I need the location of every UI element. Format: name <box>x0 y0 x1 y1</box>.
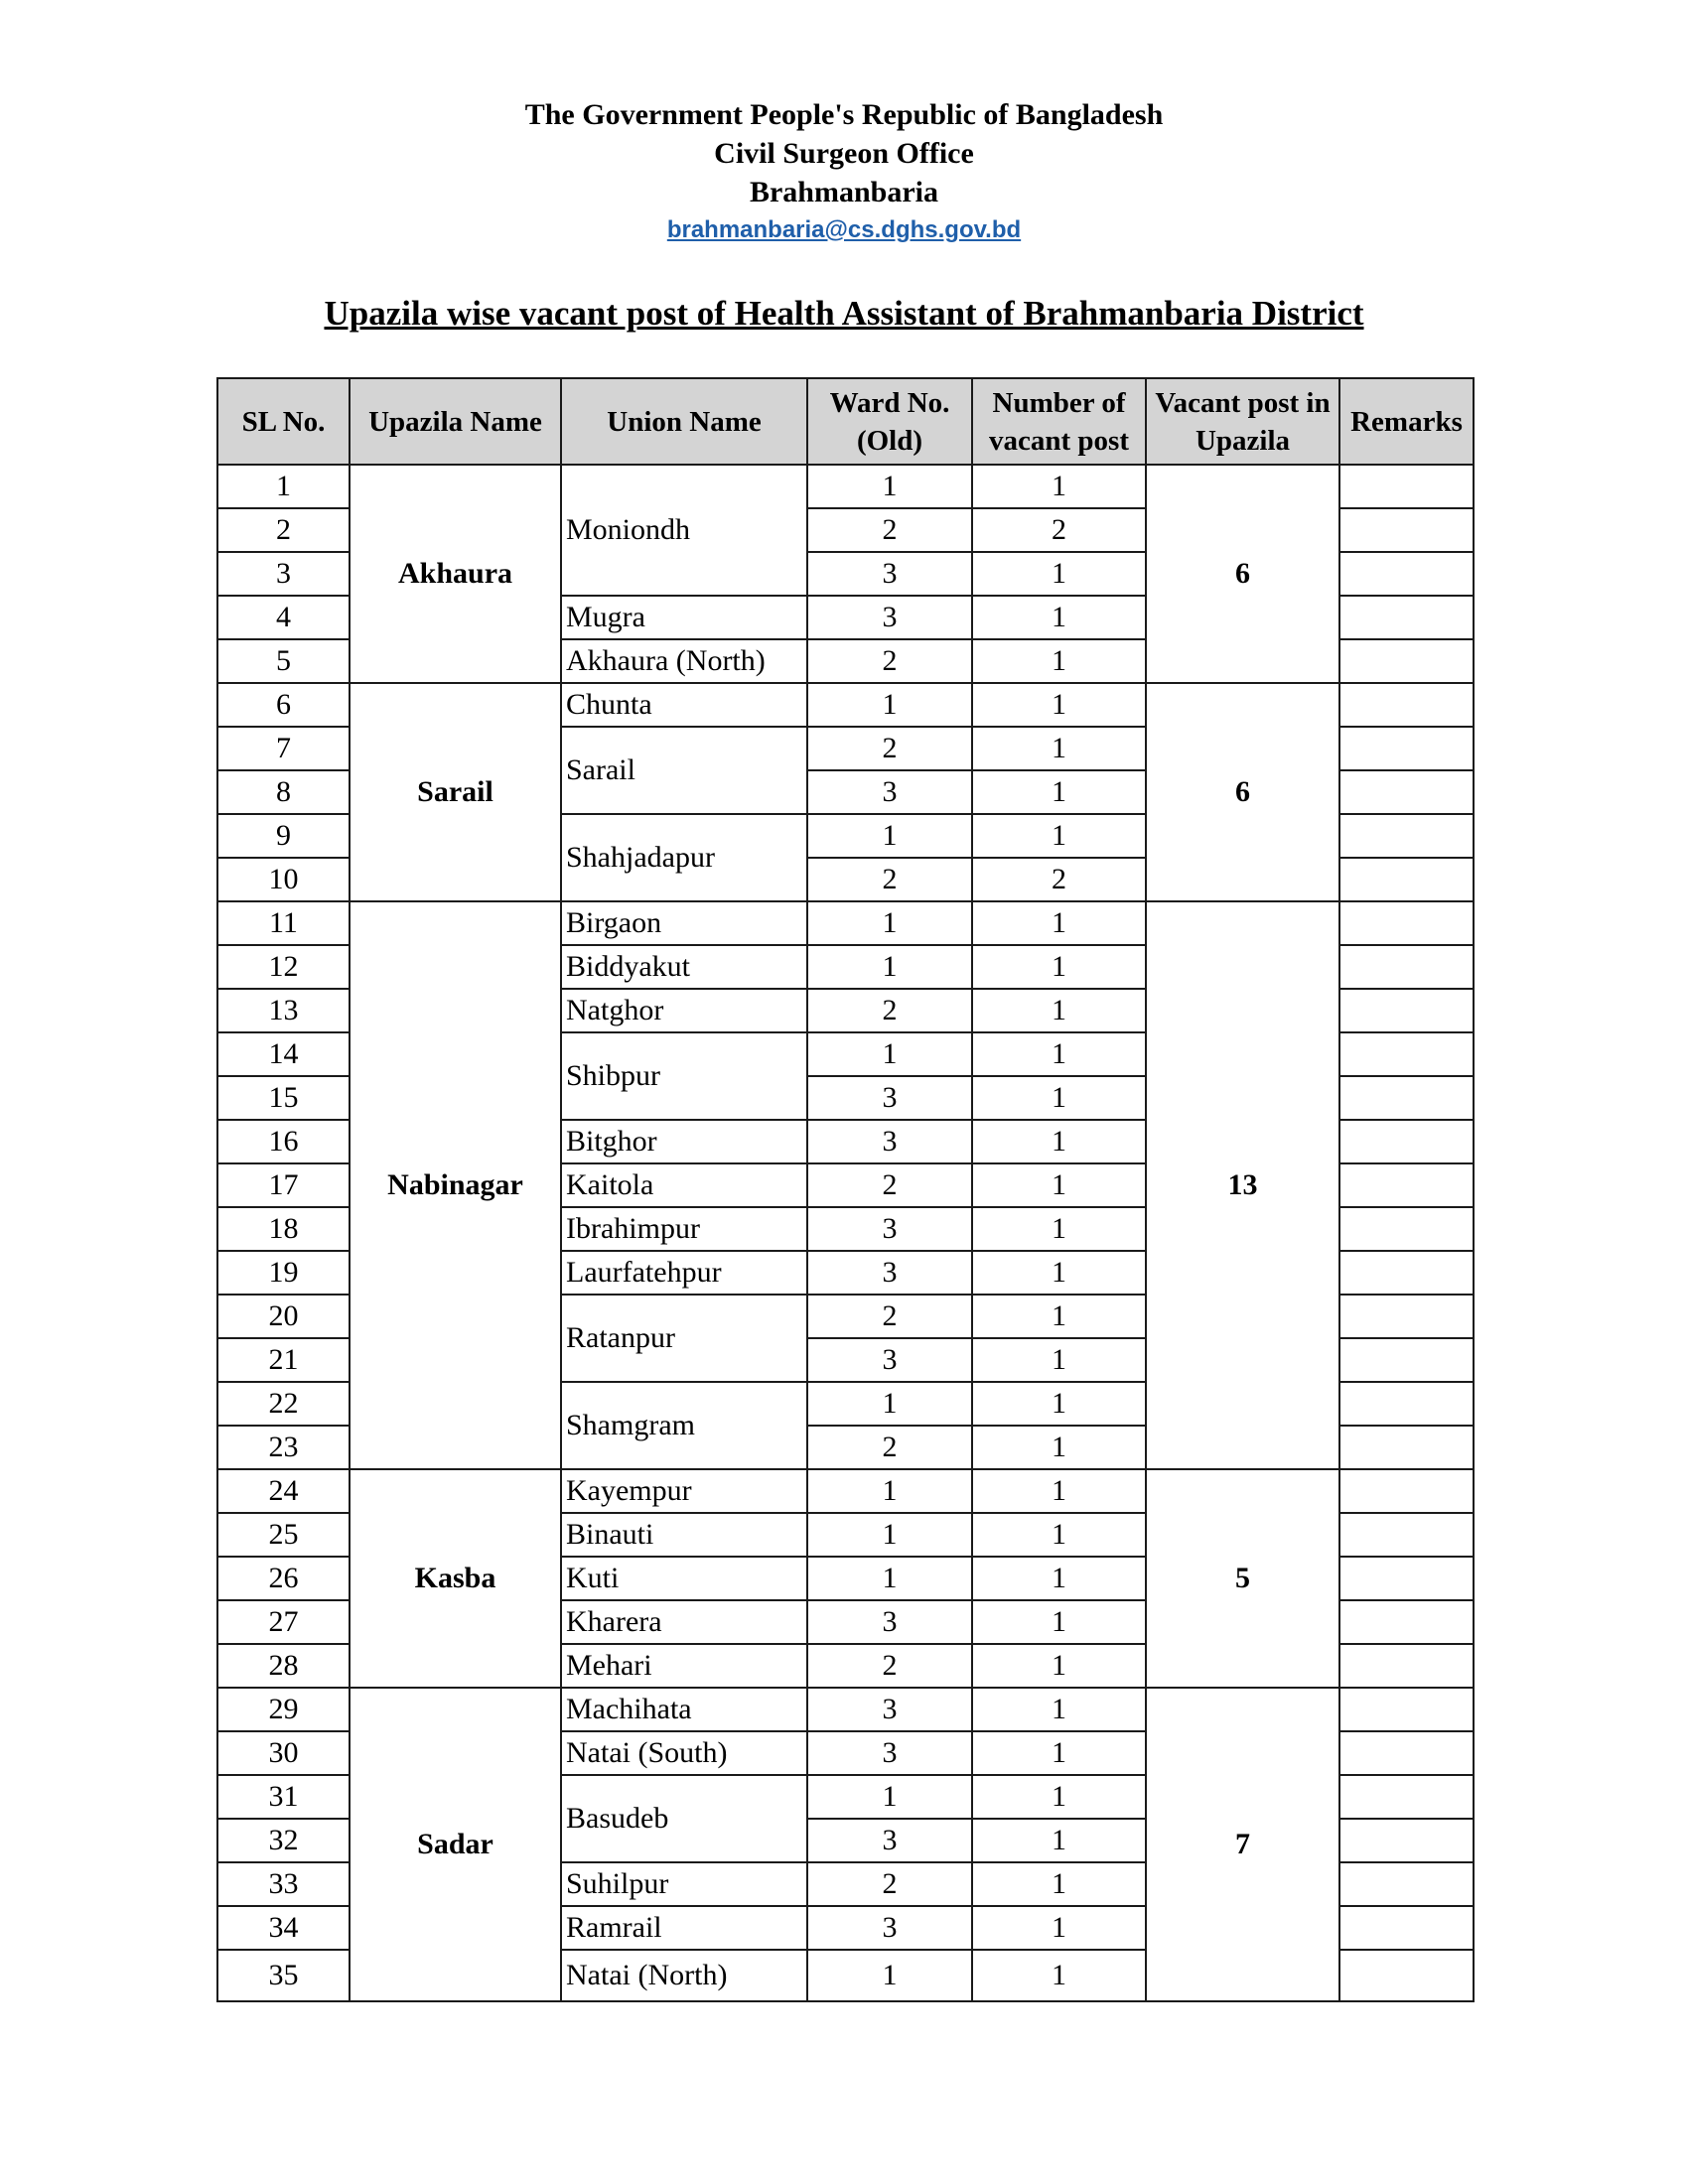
ward-no-cell: 3 <box>807 1338 972 1382</box>
remarks-cell <box>1339 1338 1474 1382</box>
upazila-vacant-total-cell: 6 <box>1146 465 1339 683</box>
remarks-cell <box>1339 1819 1474 1862</box>
upazila-name-cell: Kasba <box>350 1469 561 1688</box>
remarks-cell <box>1339 683 1474 727</box>
sl-no-cell: 20 <box>217 1295 350 1338</box>
vacant-post-count-cell: 1 <box>972 1251 1146 1295</box>
ward-no-cell: 2 <box>807 1862 972 1906</box>
vacant-post-count-cell: 1 <box>972 1207 1146 1251</box>
remarks-cell <box>1339 1469 1474 1513</box>
vacant-post-count-cell: 1 <box>972 552 1146 596</box>
vacant-post-count-cell: 1 <box>972 1163 1146 1207</box>
union-name-cell: Shibpur <box>561 1032 807 1120</box>
government-name: The Government People's Republic of Bangladesh <box>524 98 1164 131</box>
ward-no-cell: 2 <box>807 989 972 1032</box>
sl-no-cell: 15 <box>217 1076 350 1120</box>
upazila-vacant-total-cell: 13 <box>1146 901 1339 1469</box>
email-link[interactable]: brahmanbaria@cs.dghs.gov.bd <box>666 216 1022 243</box>
sl-no-cell: 18 <box>217 1207 350 1251</box>
sl-no-cell: 26 <box>217 1557 350 1600</box>
union-name-cell: Natai (South) <box>561 1731 807 1775</box>
vacant-post-count-cell: 1 <box>972 1600 1146 1644</box>
remarks-cell <box>1339 770 1474 814</box>
column-header-ward-no: Ward No. (Old) <box>807 378 972 465</box>
remarks-cell <box>1339 1906 1474 1950</box>
remarks-cell <box>1339 1382 1474 1426</box>
remarks-cell <box>1339 1557 1474 1600</box>
union-name-cell: Kayempur <box>561 1469 807 1513</box>
ward-no-cell: 1 <box>807 945 972 989</box>
union-name-cell: Suhilpur <box>561 1862 807 1906</box>
sl-no-cell: 2 <box>217 508 350 552</box>
vacant-post-count-cell: 1 <box>972 1426 1146 1469</box>
union-name-cell: Shamgram <box>561 1382 807 1469</box>
sl-no-cell: 35 <box>217 1950 350 2001</box>
union-name-cell: Natai (North) <box>561 1950 807 2001</box>
vacant-post-count-cell: 1 <box>972 1295 1146 1338</box>
ward-no-cell: 1 <box>807 465 972 508</box>
union-name-cell: Moniondh <box>561 465 807 596</box>
remarks-cell <box>1339 1862 1474 1906</box>
table-row <box>217 901 1474 945</box>
union-name-cell: Birgaon <box>561 901 807 945</box>
ward-no-cell: 1 <box>807 683 972 727</box>
table-row <box>217 465 1474 508</box>
union-name-cell: Mehari <box>561 1644 807 1688</box>
remarks-cell <box>1339 596 1474 639</box>
vacant-post-count-cell: 1 <box>972 1557 1146 1600</box>
union-name-cell: Kaitola <box>561 1163 807 1207</box>
vacant-post-count-cell: 1 <box>972 1688 1146 1731</box>
ward-no-cell: 2 <box>807 1163 972 1207</box>
sl-no-cell: 28 <box>217 1644 350 1688</box>
vacant-post-count-cell: 1 <box>972 1950 1146 2001</box>
sl-no-cell: 23 <box>217 1426 350 1469</box>
table-body <box>217 465 1474 2001</box>
remarks-cell <box>1339 1207 1474 1251</box>
document-title: Upazila wise vacant post of Health Assistant of Brahmanbaria District <box>324 294 1364 333</box>
remarks-cell <box>1339 1775 1474 1819</box>
remarks-cell <box>1339 901 1474 945</box>
column-header-union-name: Union Name <box>561 378 807 465</box>
ward-no-cell: 2 <box>807 639 972 683</box>
vacant-post-count-cell: 1 <box>972 1819 1146 1862</box>
vacant-post-count-cell: 1 <box>972 596 1146 639</box>
column-header-sl-no: SL No. <box>217 378 350 465</box>
union-name-cell: Mugra <box>561 596 807 639</box>
sl-no-cell: 5 <box>217 639 350 683</box>
table-row <box>217 1688 1474 1731</box>
ward-no-cell: 2 <box>807 1295 972 1338</box>
union-name-cell: Ratanpur <box>561 1295 807 1382</box>
vacant-post-count-cell: 2 <box>972 858 1146 901</box>
document-header <box>0 95 1688 249</box>
ward-no-cell: 3 <box>807 1819 972 1862</box>
sl-no-cell: 29 <box>217 1688 350 1731</box>
ward-no-cell: 1 <box>807 1950 972 2001</box>
upazila-name-cell: Sarail <box>350 683 561 901</box>
union-name-cell: Laurfatehpur <box>561 1251 807 1295</box>
upazila-vacant-total-cell: 5 <box>1146 1469 1339 1688</box>
table-row <box>217 1469 1474 1513</box>
remarks-cell <box>1339 1731 1474 1775</box>
sl-no-cell: 7 <box>217 727 350 770</box>
upazila-name-cell: Sadar <box>350 1688 561 2001</box>
vacant-post-count-cell: 1 <box>972 1775 1146 1819</box>
ward-no-cell: 1 <box>807 1513 972 1557</box>
sl-no-cell: 6 <box>217 683 350 727</box>
remarks-cell <box>1339 639 1474 683</box>
ward-no-cell: 1 <box>807 1775 972 1819</box>
upazila-name-cell: Akhaura <box>350 465 561 683</box>
sl-no-cell: 10 <box>217 858 350 901</box>
union-name-cell: Kuti <box>561 1557 807 1600</box>
vacant-post-count-cell: 1 <box>972 1338 1146 1382</box>
sl-no-cell: 12 <box>217 945 350 989</box>
remarks-cell <box>1339 1688 1474 1731</box>
remarks-cell <box>1339 1426 1474 1469</box>
ward-no-cell: 1 <box>807 1557 972 1600</box>
ward-no-cell: 3 <box>807 1731 972 1775</box>
remarks-cell <box>1339 1644 1474 1688</box>
sl-no-cell: 22 <box>217 1382 350 1426</box>
table-header <box>217 378 1474 465</box>
remarks-cell <box>1339 1950 1474 2001</box>
remarks-cell <box>1339 727 1474 770</box>
vacant-post-count-cell: 1 <box>972 901 1146 945</box>
union-name-cell: Ramrail <box>561 1906 807 1950</box>
remarks-cell <box>1339 1251 1474 1295</box>
remarks-cell <box>1339 508 1474 552</box>
sl-no-cell: 27 <box>217 1600 350 1644</box>
ward-no-cell: 3 <box>807 1688 972 1731</box>
ward-no-cell: 2 <box>807 1426 972 1469</box>
sl-no-cell: 31 <box>217 1775 350 1819</box>
union-name-cell: Chunta <box>561 683 807 727</box>
ward-no-cell: 2 <box>807 1644 972 1688</box>
sl-no-cell: 24 <box>217 1469 350 1513</box>
vacant-post-count-cell: 1 <box>972 945 1146 989</box>
vacant-post-count-cell: 1 <box>972 683 1146 727</box>
office-name: Civil Surgeon Office <box>714 137 974 170</box>
ward-no-cell: 1 <box>807 1382 972 1426</box>
sl-no-cell: 13 <box>217 989 350 1032</box>
vacant-post-count-cell: 1 <box>972 1032 1146 1076</box>
table-row <box>217 683 1474 727</box>
union-name-cell: Kharera <box>561 1600 807 1644</box>
upazila-vacant-total-cell: 6 <box>1146 683 1339 901</box>
sl-no-cell: 14 <box>217 1032 350 1076</box>
union-name-cell: Bitghor <box>561 1120 807 1163</box>
remarks-cell <box>1339 945 1474 989</box>
sl-no-cell: 30 <box>217 1731 350 1775</box>
ward-no-cell: 1 <box>807 814 972 858</box>
vacant-post-count-cell: 1 <box>972 639 1146 683</box>
ward-no-cell: 2 <box>807 508 972 552</box>
remarks-cell <box>1339 1120 1474 1163</box>
union-name-cell: Biddyakut <box>561 945 807 989</box>
remarks-cell <box>1339 465 1474 508</box>
column-header-vacant-post-in-upazila: Vacant post in Upazila <box>1146 378 1339 465</box>
ward-no-cell: 3 <box>807 1207 972 1251</box>
union-name-cell: Ibrahimpur <box>561 1207 807 1251</box>
union-name-cell: Basudeb <box>561 1775 807 1862</box>
column-header-number-of-vacant-post: Number of vacant post <box>972 378 1146 465</box>
vacancy-table <box>216 377 1475 2002</box>
district-name: Brahmanbaria <box>749 176 939 208</box>
vacant-post-count-cell: 1 <box>972 1076 1146 1120</box>
vacant-post-count-cell: 1 <box>972 1862 1146 1906</box>
upazila-name-cell: Nabinagar <box>350 901 561 1469</box>
vacant-post-count-cell: 1 <box>972 727 1146 770</box>
vacant-post-count-cell: 1 <box>972 1120 1146 1163</box>
union-name-cell: Shahjadapur <box>561 814 807 901</box>
remarks-cell <box>1339 552 1474 596</box>
vacant-post-count-cell: 1 <box>972 1906 1146 1950</box>
remarks-cell <box>1339 989 1474 1032</box>
union-name-cell: Binauti <box>561 1513 807 1557</box>
ward-no-cell: 3 <box>807 596 972 639</box>
header-row <box>217 378 1474 465</box>
ward-no-cell: 3 <box>807 1906 972 1950</box>
vacant-post-count-cell: 1 <box>972 1469 1146 1513</box>
ward-no-cell: 3 <box>807 1076 972 1120</box>
ward-no-cell: 1 <box>807 1032 972 1076</box>
vacant-post-count-cell: 1 <box>972 989 1146 1032</box>
vacant-post-count-cell: 1 <box>972 1731 1146 1775</box>
sl-no-cell: 34 <box>217 1906 350 1950</box>
remarks-cell <box>1339 1163 1474 1207</box>
vacant-post-count-cell: 1 <box>972 770 1146 814</box>
ward-no-cell: 3 <box>807 770 972 814</box>
union-name-cell: Natghor <box>561 989 807 1032</box>
ward-no-cell: 2 <box>807 858 972 901</box>
union-name-cell: Akhaura (North) <box>561 639 807 683</box>
sl-no-cell: 3 <box>217 552 350 596</box>
union-name-cell: Sarail <box>561 727 807 814</box>
remarks-cell <box>1339 1076 1474 1120</box>
upazila-vacant-total-cell: 7 <box>1146 1688 1339 2001</box>
sl-no-cell: 8 <box>217 770 350 814</box>
remarks-cell <box>1339 1032 1474 1076</box>
vacant-post-count-cell: 1 <box>972 1513 1146 1557</box>
column-header-remarks: Remarks <box>1339 378 1474 465</box>
sl-no-cell: 16 <box>217 1120 350 1163</box>
vacant-post-count-cell: 1 <box>972 465 1146 508</box>
column-header-upazila-name: Upazila Name <box>350 378 561 465</box>
remarks-cell <box>1339 858 1474 901</box>
sl-no-cell: 9 <box>217 814 350 858</box>
sl-no-cell: 19 <box>217 1251 350 1295</box>
vacant-post-count-cell: 1 <box>972 814 1146 858</box>
sl-no-cell: 25 <box>217 1513 350 1557</box>
remarks-cell <box>1339 1295 1474 1338</box>
ward-no-cell: 3 <box>807 552 972 596</box>
ward-no-cell: 2 <box>807 727 972 770</box>
ward-no-cell: 1 <box>807 901 972 945</box>
sl-no-cell: 21 <box>217 1338 350 1382</box>
sl-no-cell: 32 <box>217 1819 350 1862</box>
sl-no-cell: 4 <box>217 596 350 639</box>
remarks-cell <box>1339 1513 1474 1557</box>
ward-no-cell: 1 <box>807 1469 972 1513</box>
sl-no-cell: 33 <box>217 1862 350 1906</box>
vacant-post-count-cell: 1 <box>972 1644 1146 1688</box>
ward-no-cell: 3 <box>807 1120 972 1163</box>
ward-no-cell: 3 <box>807 1251 972 1295</box>
vacant-post-count-cell: 2 <box>972 508 1146 552</box>
sl-no-cell: 1 <box>217 465 350 508</box>
sl-no-cell: 11 <box>217 901 350 945</box>
remarks-cell <box>1339 1600 1474 1644</box>
sl-no-cell: 17 <box>217 1163 350 1207</box>
remarks-cell <box>1339 814 1474 858</box>
vacant-post-count-cell: 1 <box>972 1382 1146 1426</box>
union-name-cell: Machihata <box>561 1688 807 1731</box>
ward-no-cell: 3 <box>807 1600 972 1644</box>
